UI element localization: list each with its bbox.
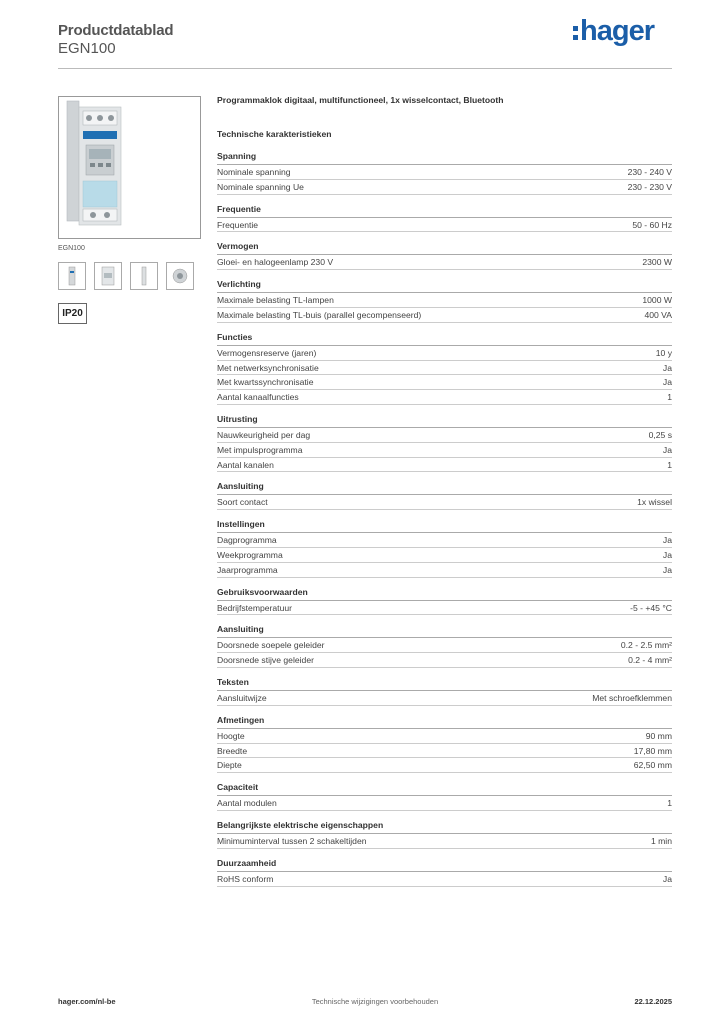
spec-value: 230 - 240 V [627,167,672,177]
spec-row [217,390,672,405]
spec-value: Ja [662,377,672,388]
spec-section-title: Frequentie [217,204,672,218]
spec-content [217,95,672,887]
spec-row [217,601,672,616]
thumbnail-detail[interactable] [166,262,194,290]
spec-value: Met schroefklemmen [592,692,672,703]
spec-label: Minimuminterval tussen 2 schakeltijden [217,835,367,846]
spec-section [217,204,672,233]
thumbnail-front[interactable] [58,262,86,290]
spec-value: 10 y [655,347,672,358]
spec-label: Met netwerksynchronisatie [217,362,319,373]
product-image-caption: EGN100 [58,245,85,252]
spec-value: 1x wissel [637,497,672,508]
spec-row [217,180,672,195]
spec-row [217,308,672,323]
spec-label: Aantal kanaalfuncties [217,392,299,403]
spec-label: Vermogensreserve (jaren) [217,347,317,358]
spec-row [217,834,672,849]
spec-section [217,279,672,323]
spec-row [217,165,672,180]
spec-label: Aantal kanalen [217,459,274,470]
spec-value: Ja [662,564,672,575]
spec-section-title: Belangrijkste elektrische eigenschappen [217,820,672,834]
spec-value: Ja [662,535,672,546]
spec-row [217,638,672,653]
spec-section-title: Aansluiting [217,624,672,638]
spec-row [217,443,672,458]
spec-label: Met impulsprogramma [217,444,303,455]
spec-label: Doorsnede stijve geleider [217,655,314,666]
spec-row [217,548,672,563]
spec-value: Ja [662,362,672,373]
spec-label: Doorsnede soepele geleider [217,640,325,651]
spec-label: Diepte [217,760,242,771]
spec-row [217,653,672,668]
spec-row [217,758,672,773]
spec-row [217,533,672,548]
thumbnail-detail-icon [170,265,190,287]
product-image[interactable] [58,96,201,239]
spec-row [217,744,672,759]
footer-date: 22.12.2025 [634,997,672,1006]
spec-value: 0.2 - 2.5 mm² [620,640,672,651]
spec-section-title: Spanning [217,151,672,165]
spec-section-title: Verlichting [217,279,672,293]
spec-value: Ja [662,549,672,560]
spec-section [217,858,672,887]
spec-row [217,872,672,887]
logo-colon-mark [573,26,578,40]
spec-section [217,414,672,472]
spec-section [217,677,672,706]
spec-row [217,428,672,443]
thumbnail-profile-icon [134,265,154,287]
spec-label: Weekprogramma [217,549,283,560]
spec-label: Maximale belasting TL-buis (parallel gecompenseerd) [217,309,422,320]
spec-section [217,624,672,668]
page-header [58,22,173,57]
spec-section-title: Teksten [217,677,672,691]
spec-row [217,218,672,233]
thumbnail-front-icon [62,265,82,287]
spec-label: Nauwkeurigheid per dag [217,429,311,440]
thumbnail-side[interactable] [94,262,122,290]
spec-section [217,481,672,510]
thumbnail-profile[interactable] [130,262,158,290]
spec-label: Nominale spanning [217,167,291,177]
spec-row [217,346,672,361]
footer-disclaimer: Technische wijzigingen voorbehouden [311,997,439,1006]
thumbnail-side-icon [98,265,118,287]
spec-value: Ja [662,873,672,884]
spec-section [217,151,672,195]
spec-value: 1 [667,459,672,470]
tech-characteristics-heading: Technische karakteristieken [217,129,332,139]
spec-value: 90 mm [645,730,672,741]
spec-label: Breedte [217,745,248,756]
spec-section [217,715,672,773]
spec-label: Dagprogramma [217,535,277,546]
spec-section-title: Functies [217,332,672,346]
spec-section-title: Gebruiksvoorwaarden [217,587,672,601]
spec-row [217,293,672,308]
spec-section-title: Capaciteit [217,782,672,796]
spec-value: 2300 W [642,257,672,268]
spec-value: 400 VA [644,309,672,320]
spec-section [217,587,672,616]
spec-value: 17,80 mm [633,745,672,756]
ip-rating-badge: IP20 [58,303,87,324]
spec-row [217,458,672,473]
spec-value: 62,50 mm [633,760,672,771]
spec-label: Maximale belasting TL-lampen [217,295,334,306]
spec-label: Soort contact [217,497,268,508]
spec-value: 1 [667,798,672,809]
din-rail-timer-illustration [59,97,200,238]
spec-value: 50 - 60 Hz [632,219,672,230]
spec-section-title: Instellingen [217,519,672,533]
spec-section-title: Aansluiting [217,481,672,495]
spec-row [217,361,672,376]
spec-section [217,782,672,811]
spec-label: Met kwartssynchronisatie [217,377,314,388]
product-code: EGN100 [58,40,116,57]
spec-label: Aantal modulen [217,798,277,809]
spec-value: 0.2 - 4 mm² [628,655,672,666]
spec-value: 0,25 s [648,429,672,440]
spec-label: Frequentie [217,219,259,230]
spec-label: Jaarprogramma [217,564,278,575]
spec-row [217,691,672,706]
spec-label: Bedrijfstemperatuur [217,602,292,613]
spec-section-title: Afmetingen [217,715,672,729]
spec-section-title: Duurzaamheid [217,858,672,872]
spec-section-title: Uitrusting [217,414,672,428]
spec-value: 1 [667,392,672,403]
spec-row [217,563,672,578]
spec-label: Gloei- en halogeenlamp 230 V [217,257,334,268]
spec-value: 1 min [650,835,672,846]
spec-label: Aansluitwijze [217,692,267,703]
spec-row [217,255,672,270]
hager-logo[interactable] [573,17,654,46]
spec-section-title: Vermogen [217,241,672,255]
spec-row [217,375,672,390]
spec-value: Ja [662,444,672,455]
logo-text: hager [580,15,654,47]
thumbnail-strip [58,262,194,290]
page-footer [58,997,672,1006]
spec-row [217,495,672,510]
spec-section [217,519,672,577]
spec-row [217,729,672,744]
spec-label: RoHS conform [217,873,274,884]
spec-row [217,796,672,811]
header-divider [58,68,672,69]
spec-value: 1000 W [642,295,672,306]
product-description: Programmaklok digitaal, multifunctioneel, 1x wisselcontact, Bluetooth [217,95,504,105]
spec-sections [217,151,672,887]
spec-section [217,820,672,849]
spec-value: -5 - +45 °C [630,602,672,613]
spec-label: Hoogte [217,730,245,741]
spec-value: 230 - 230 V [627,181,672,192]
spec-section [217,241,672,270]
page-title: Productdatablad [58,22,174,39]
spec-label: Nominale spanning Ue [217,181,304,192]
footer-website-link[interactable]: hager.com/nl-be [58,997,116,1006]
spec-section [217,332,672,405]
